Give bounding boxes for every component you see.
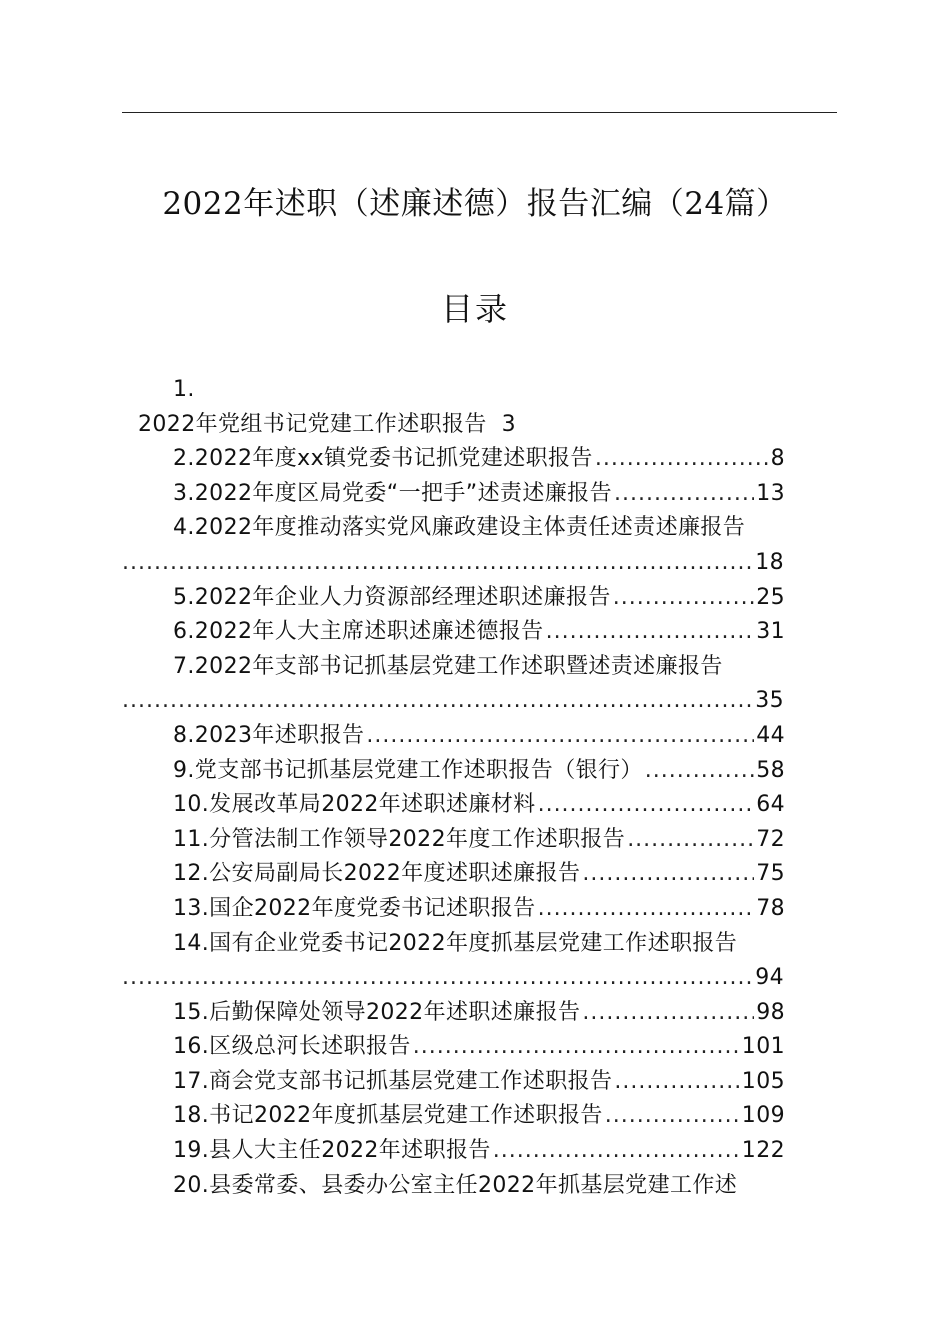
toc-entry-4-title: 4.2022年度推动落实党风廉政建设主体责任述责述廉报告 <box>173 515 746 541</box>
toc-entry-18[interactable] <box>0 1099 950 1134</box>
toc-entry-10-title: 10.发展改革局2022年述职述廉材料 <box>173 792 536 818</box>
toc-entry-2[interactable] <box>0 442 950 477</box>
toc-leader <box>122 546 751 581</box>
toc-leader <box>122 684 751 719</box>
toc-entry-1[interactable] <box>0 408 950 443</box>
toc-entry-3-page: 13 <box>756 480 785 506</box>
toc-entry-5-page: 25 <box>756 584 785 610</box>
toc-leader <box>613 581 754 616</box>
toc-entry-17[interactable] <box>0 1065 950 1100</box>
toc-leader <box>582 996 754 1031</box>
toc-entry-18-page: 109 <box>741 1103 785 1129</box>
toc-entry-10[interactable] <box>0 788 950 823</box>
toc-leader <box>605 1099 740 1134</box>
toc-entry-3-title: 3.2022年度区局党委“一把手”述责述廉报告 <box>173 480 612 506</box>
toc-entry-6-page: 31 <box>756 619 785 645</box>
toc-entry-7-title: 7.2022年支部书记抓基层党建工作述职暨述责述廉报告 <box>173 653 723 679</box>
toc-entry-8[interactable] <box>0 719 950 754</box>
top-rule <box>122 112 837 113</box>
toc-entry-15[interactable] <box>0 996 950 1031</box>
toc-entry-19-title: 19.县人大主任2022年述职报告 <box>173 1138 491 1164</box>
document-title: 2022年述职（述廉述德）报告汇编（24篇） <box>162 186 788 222</box>
toc-entry-14-continuation[interactable] <box>0 961 950 996</box>
toc-leader <box>413 1030 740 1065</box>
toc-entry-5-title: 5.2022年企业人力资源部经理述职述廉报告 <box>173 584 611 610</box>
toc-heading: 目录 <box>440 290 509 328</box>
toc-leader <box>538 788 755 823</box>
toc-leader <box>122 961 751 996</box>
toc-entry-4-page: 18 <box>755 549 784 575</box>
toc-entry-10-page: 64 <box>756 792 785 818</box>
toc-entry-19[interactable] <box>0 1134 950 1169</box>
toc-entry-15-title: 15.后勤保障处领导2022年述职述廉报告 <box>173 999 581 1025</box>
toc-entry-16[interactable] <box>0 1030 950 1065</box>
toc-entry-5[interactable] <box>0 581 950 616</box>
toc-entry-19-page: 122 <box>741 1138 785 1164</box>
toc-entry-8-title: 8.2023年述职报告 <box>173 722 365 748</box>
toc-entry-6-title: 6.2022年人大主席述职述廉述德报告 <box>173 619 544 645</box>
toc-leader <box>582 857 754 892</box>
toc-leader <box>595 442 769 477</box>
toc-entry-16-page: 101 <box>741 1034 785 1060</box>
toc-entry-12-title: 12.公安局副局长2022年度述职述廉报告 <box>173 861 581 887</box>
toc-entry-20[interactable] <box>0 1169 950 1204</box>
toc-leader <box>493 1134 740 1169</box>
toc-entry-9[interactable] <box>0 754 950 789</box>
toc-entry-11-title: 11.分管法制工作领导2022年度工作述职报告 <box>173 826 626 852</box>
toc-entry-13[interactable] <box>0 892 950 927</box>
toc-entry-14[interactable] <box>0 927 950 962</box>
toc-entry-7[interactable] <box>0 650 950 685</box>
toc-entry-1-number: 1. <box>173 377 195 402</box>
toc-entry-8-page: 44 <box>756 722 785 748</box>
toc-leader <box>614 477 754 512</box>
toc-leader <box>645 754 754 789</box>
toc-entry-1-number-line <box>0 373 950 408</box>
toc-entry-13-page: 78 <box>756 895 785 921</box>
table-of-contents <box>0 373 950 1203</box>
toc-entry-14-page: 94 <box>755 965 784 991</box>
toc-entry-2-title: 2.2022年度xx镇党委书记抓党建述职报告 <box>173 446 593 472</box>
toc-entry-2-page: 8 <box>770 446 785 472</box>
toc-entry-9-page: 58 <box>756 757 785 783</box>
toc-leader <box>538 892 755 927</box>
toc-entry-6[interactable] <box>0 615 950 650</box>
toc-entry-7-page: 35 <box>755 688 784 714</box>
toc-entry-11-page: 72 <box>756 826 785 852</box>
toc-entry-14-title: 14.国有企业党委书记2022年度抓基层党建工作述职报告 <box>173 930 738 956</box>
toc-entry-3[interactable] <box>0 477 950 512</box>
toc-leader <box>366 719 754 754</box>
toc-entry-15-page: 98 <box>756 999 785 1025</box>
toc-leader <box>546 615 755 650</box>
toc-entry-18-title: 18.书记2022年度抓基层党建工作述职报告 <box>173 1103 603 1129</box>
toc-leader <box>627 823 754 858</box>
toc-entry-17-page: 105 <box>741 1068 785 1094</box>
toc-entry-17-title: 17.商会党支部书记抓基层党建工作述职报告 <box>173 1068 613 1094</box>
toc-entry-9-title: 9.党支部书记抓基层党建工作述职报告（银行） <box>173 757 643 783</box>
toc-entry-13-title: 13.国企2022年度党委书记述职报告 <box>173 895 536 921</box>
toc-entry-12-page: 75 <box>756 861 785 887</box>
toc-entry-1-title: 2022年党组书记党建工作述职报告 <box>138 411 487 437</box>
toc-entry-16-title: 16.区级总河长述职报告 <box>173 1034 411 1060</box>
toc-entry-4[interactable] <box>0 511 950 546</box>
toc-entry-7-continuation[interactable] <box>0 684 950 719</box>
toc-leader <box>614 1065 739 1100</box>
toc-entry-11[interactable] <box>0 823 950 858</box>
toc-entry-4-continuation[interactable] <box>0 546 950 581</box>
toc-entry-20-title: 20.县委常委、县委办公室主任2022年抓基层党建工作述 <box>173 1172 738 1198</box>
toc-entry-12[interactable] <box>0 857 950 892</box>
toc-entry-1-page: 3 <box>501 411 516 437</box>
